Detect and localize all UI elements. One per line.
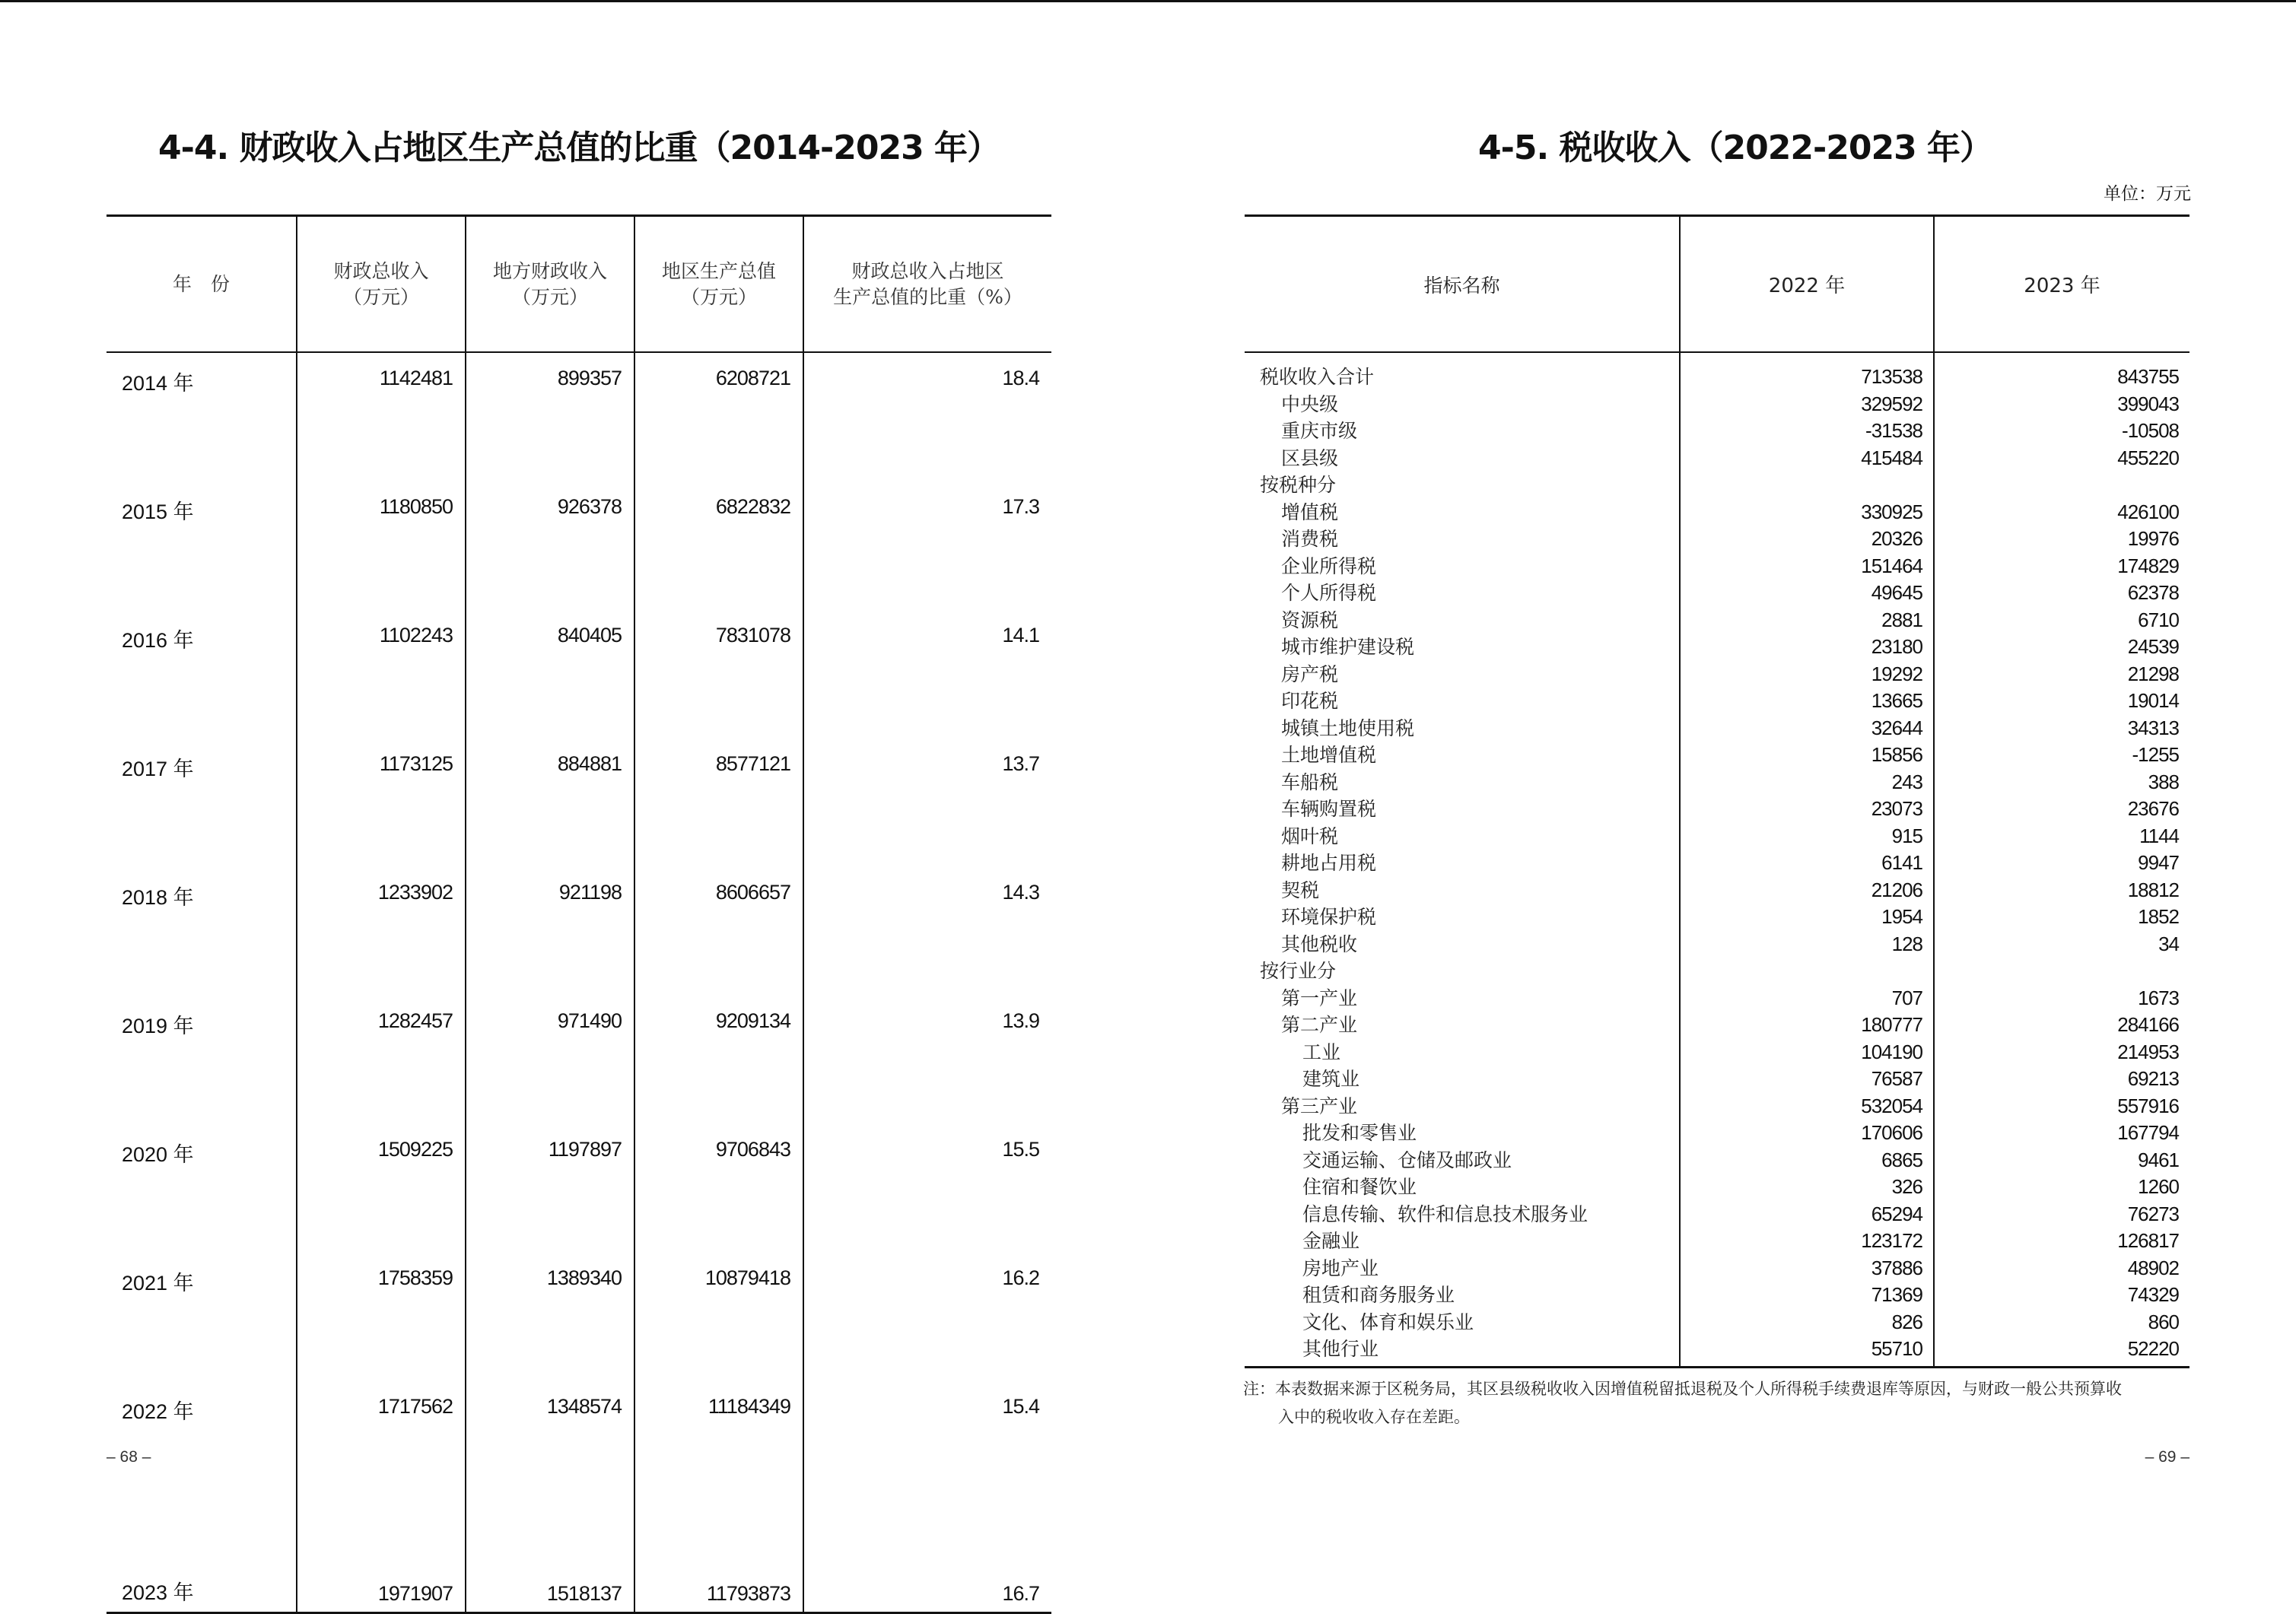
indicator-name-cell: 其他税收 [1281,932,1358,955]
value-2023-cell: 21298 [1934,661,2189,688]
value-2022-cell: 20326 [1680,526,1934,553]
value-2023-cell: -1255 [1934,742,2189,769]
table-row [1245,769,2189,796]
table-row [1245,1255,2189,1282]
table-row [1245,1336,2189,1367]
value-2022-cell: 23180 [1680,634,1934,661]
indicator-name-cell: 印花税 [1281,690,1339,712]
table-row [107,610,1051,739]
table-row [1245,985,2189,1012]
local-revenue-cell: 899357 [466,352,634,481]
gdp-cell: 6208721 [634,352,803,481]
indicator-name-cell: 车辆购置税 [1281,798,1377,820]
value-2023-cell: 24539 [1934,634,2189,661]
gdp-cell: 9209134 [634,996,803,1124]
top-border-line [0,0,2296,2]
indicator-name-cell: 建筑业 [1302,1068,1360,1090]
value-2023-cell: 388 [1934,769,2189,796]
value-2022-cell: 128 [1680,931,1934,958]
ratio-cell: 16.7 [803,1510,1051,1613]
value-2023-cell: 74329 [1934,1282,2189,1309]
total-revenue-cell: 1233902 [297,867,466,996]
value-2022-cell: 23073 [1680,796,1934,823]
header-2022: 2022 年 [1680,216,1934,353]
value-2022-cell: 32644 [1680,715,1934,742]
indicator-name-cell: 文化、体育和娱乐业 [1302,1311,1474,1333]
local-revenue-cell: 971490 [466,996,634,1124]
indicator-name-cell: 房产税 [1281,662,1339,685]
table-row [1245,661,2189,688]
indicator-name-cell: 契税 [1281,878,1320,901]
local-revenue-cell: 884881 [466,739,634,867]
value-2022-cell: 180777 [1680,1012,1934,1039]
table-row [1245,580,2189,607]
table-row [1245,823,2189,850]
table-row [107,867,1051,996]
value-2023-cell [1934,472,2189,499]
ratio-cell: 13.9 [803,996,1051,1124]
value-2023-cell: -10508 [1934,418,2189,445]
indicator-name-cell: 企业所得税 [1281,554,1377,577]
value-2022-cell: 37886 [1680,1255,1934,1282]
gdp-cell: 10879418 [634,1253,803,1381]
total-revenue-cell: 1282457 [297,996,466,1124]
table-row [107,1381,1051,1510]
fiscal-revenue-ratio-table [107,214,1051,1614]
indicator-name-cell: 资源税 [1281,608,1339,631]
table-row [1245,634,2189,661]
value-2022-cell: 329592 [1680,391,1934,418]
value-2023-cell: 9947 [1934,850,2189,877]
local-revenue-cell: 1389340 [466,1253,634,1381]
table-body [1245,352,2189,1367]
value-2022-cell: 123172 [1680,1228,1934,1255]
table-header-row [1245,216,2189,353]
value-2022-cell: 6141 [1680,850,1934,877]
value-2023-cell: 167794 [1934,1120,2189,1147]
value-2022-cell: 49645 [1680,580,1934,607]
table-row [1245,715,2189,742]
indicator-name-cell: 个人所得税 [1281,582,1377,604]
table-row [1245,958,2189,985]
local-revenue-cell: 926378 [466,481,634,610]
value-2023-cell: 9461 [1934,1147,2189,1174]
table-row [107,352,1051,481]
table-row [1245,877,2189,904]
ratio-cell: 15.4 [803,1381,1051,1510]
table-note [1243,1375,2194,1431]
value-2022-cell: 151464 [1680,553,1934,580]
value-2022-cell: 826 [1680,1309,1934,1336]
table-row [1245,472,2189,499]
header-year: 年 份 [107,216,297,353]
ratio-cell: 18.4 [803,352,1051,481]
header-total-revenue: 财政总收入 （万元） [297,216,466,353]
total-revenue-cell: 1102243 [297,610,466,739]
year-cell: 2018 年 [122,886,194,909]
page-number-left: – 68 – [107,1448,151,1466]
header-local-revenue: 地方财政收入 （万元） [466,216,634,353]
indicator-name-cell: 增值税 [1281,500,1339,523]
table-row [1245,742,2189,769]
indicator-name-cell: 工业 [1302,1041,1341,1063]
value-2023-cell: 126817 [1934,1228,2189,1255]
value-2023-cell: 1673 [1934,985,2189,1012]
table-4-5-title: 4-5. 税收收入（2022-2023 年） [1477,129,1993,167]
value-2022-cell: 713538 [1680,352,1934,391]
value-2022-cell: 65294 [1680,1201,1934,1228]
indicator-name-cell: 消费税 [1281,528,1339,550]
table-row [1245,1012,2189,1039]
year-cell: 2015 年 [122,500,194,523]
value-2023-cell: 426100 [1934,499,2189,526]
local-revenue-cell: 1348574 [466,1381,634,1510]
table-row [1245,445,2189,472]
year-cell: 2016 年 [122,629,194,652]
table-row [1245,1093,2189,1120]
indicator-name-cell: 租赁和商务服务业 [1302,1284,1455,1306]
indicator-name-cell: 重庆市级 [1281,420,1358,442]
table-row [1245,1309,2189,1336]
table-body [107,352,1051,1613]
note-line-2: 入中的税收收入存在差距。 [1278,1408,1470,1426]
indicator-name-cell: 交通运输、仓储及邮政业 [1302,1149,1512,1171]
value-2023-cell: 18812 [1934,877,2189,904]
value-2023-cell: 174829 [1934,553,2189,580]
value-2022-cell: 243 [1680,769,1934,796]
total-revenue-cell: 1173125 [297,739,466,867]
indicator-name-cell: 信息传输、软件和信息技术服务业 [1302,1203,1588,1225]
ratio-cell: 16.2 [803,1253,1051,1381]
value-2022-cell: 13665 [1680,688,1934,715]
total-revenue-cell: 1717562 [297,1381,466,1510]
table-row [1245,850,2189,877]
gdp-cell: 11793873 [634,1510,803,1613]
ratio-cell: 15.5 [803,1124,1051,1253]
indicator-name-cell: 第一产业 [1281,987,1358,1009]
table-row [1245,1228,2189,1255]
table-row [1245,796,2189,823]
ratio-cell: 14.1 [803,610,1051,739]
indicator-name-cell: 其他行业 [1302,1338,1379,1360]
total-revenue-cell: 1180850 [297,481,466,610]
table-row [1245,418,2189,445]
total-revenue-cell: 1509225 [297,1124,466,1253]
total-revenue-cell: 1142481 [297,352,466,481]
value-2023-cell: 62378 [1934,580,2189,607]
indicator-name-cell: 烟叶税 [1281,824,1339,847]
value-2023-cell: 6710 [1934,607,2189,634]
indicator-name-cell: 住宿和餐饮业 [1302,1176,1417,1198]
value-2023-cell: 399043 [1934,391,2189,418]
value-2022-cell: 55710 [1680,1336,1934,1367]
value-2022-cell: 170606 [1680,1120,1934,1147]
value-2022-cell: 415484 [1680,445,1934,472]
header-indicator-name: 指标名称 [1245,216,1680,353]
value-2022-cell: 19292 [1680,661,1934,688]
table-row [107,996,1051,1124]
value-2023-cell: 23676 [1934,796,2189,823]
value-2023-cell [1934,958,2189,985]
local-revenue-cell: 921198 [466,867,634,996]
indicator-name-cell: 城市维护建设税 [1281,636,1415,658]
value-2022-cell: 330925 [1680,499,1934,526]
value-2022-cell: 532054 [1680,1093,1934,1120]
total-revenue-cell: 1971907 [297,1510,466,1613]
year-cell: 2021 年 [122,1272,194,1295]
table-row [1245,1282,2189,1309]
indicator-name-cell: 土地增值税 [1281,744,1377,766]
table-header-row [107,216,1051,353]
tax-revenue-table [1245,214,2189,1368]
value-2022-cell: 21206 [1680,877,1934,904]
year-cell: 2023 年 [122,1581,194,1604]
year-cell: 2017 年 [122,758,194,780]
page-number-right: – 69 – [2145,1448,2189,1466]
table-row [1245,1147,2189,1174]
table-row [1245,553,2189,580]
ratio-cell: 13.7 [803,739,1051,867]
value-2022-cell: 326 [1680,1174,1934,1201]
value-2022-cell: 104190 [1680,1039,1934,1066]
value-2022-cell: 15856 [1680,742,1934,769]
value-2023-cell: 455220 [1934,445,2189,472]
value-2023-cell: 69213 [1934,1066,2189,1093]
indicator-name-cell: 按税种分 [1260,474,1337,496]
value-2023-cell: 860 [1934,1309,2189,1336]
table-row [1245,1066,2189,1093]
value-2022-cell [1680,958,1934,985]
table-row [1245,1039,2189,1066]
table-row [1245,1174,2189,1201]
table-row [107,1253,1051,1381]
table-row [1245,688,2189,715]
value-2022-cell: -31538 [1680,418,1934,445]
indicator-name-cell: 环境保护税 [1281,906,1377,928]
value-2022-cell: 1954 [1680,904,1934,931]
table-row [1245,526,2189,553]
ratio-cell: 17.3 [803,481,1051,610]
table-row [107,1510,1051,1613]
total-revenue-cell: 1758359 [297,1253,466,1381]
table-row [1245,931,2189,958]
indicator-name-cell: 车船税 [1281,770,1339,793]
year-cell: 2020 年 [122,1143,194,1166]
table-row [1245,1201,2189,1228]
value-2023-cell: 76273 [1934,1201,2189,1228]
value-2023-cell: 19976 [1934,526,2189,553]
ratio-cell: 14.3 [803,867,1051,996]
value-2022-cell [1680,472,1934,499]
indicator-name-cell: 第二产业 [1281,1014,1358,1036]
table-row [1245,904,2189,931]
indicator-name-cell: 第三产业 [1281,1095,1358,1117]
value-2023-cell: 557916 [1934,1093,2189,1120]
indicator-name-cell: 耕地占用税 [1281,852,1377,874]
value-2022-cell: 707 [1680,985,1934,1012]
value-2023-cell: 843755 [1934,352,2189,391]
gdp-cell: 7831078 [634,610,803,739]
indicator-name-cell: 房地产业 [1302,1257,1379,1279]
table-row [1245,499,2189,526]
indicator-name-cell: 区县级 [1281,446,1339,469]
indicator-name-cell: 税收收入合计 [1260,366,1375,388]
indicator-name-cell: 按行业分 [1260,960,1337,982]
indicator-name-cell: 城镇土地使用税 [1281,716,1415,739]
table-row [1245,352,2189,391]
value-2022-cell: 76587 [1680,1066,1934,1093]
gdp-cell: 9706843 [634,1124,803,1253]
local-revenue-cell: 1518137 [466,1510,634,1613]
value-2022-cell: 915 [1680,823,1934,850]
gdp-cell: 8577121 [634,739,803,867]
value-2023-cell: 19014 [1934,688,2189,715]
value-2022-cell: 6865 [1680,1147,1934,1174]
header-ratio: 财政总收入占地区 生产总值的比重（%） [803,216,1051,353]
table-row [107,1124,1051,1253]
table-4-4-title: 4-4. 财政收入占地区生产总值的比重（2014-2023 年） [157,129,1000,167]
unit-label: 单位：万元 [2104,184,2191,204]
table-row [1245,391,2189,418]
year-cell: 2014 年 [122,372,194,395]
gdp-cell: 6822832 [634,481,803,610]
year-cell: 2022 年 [122,1400,194,1423]
value-2023-cell: 214953 [1934,1039,2189,1066]
gdp-cell: 11184349 [634,1381,803,1510]
table-row [107,481,1051,610]
note-line-1: 注：本表数据来源于区税务局，其区县级税收收入因增值税留抵退税及个人所得税手续费退库等原因，与财政一般公共预算收 [1243,1380,2122,1398]
indicator-name-cell: 批发和零售业 [1302,1122,1417,1144]
header-gdp: 地区生产总值 （万元） [634,216,803,353]
local-revenue-cell: 1197897 [466,1124,634,1253]
value-2023-cell: 1144 [1934,823,2189,850]
value-2023-cell: 34 [1934,931,2189,958]
table-row [1245,1120,2189,1147]
header-2023: 2023 年 [1934,216,2189,353]
gdp-cell: 8606657 [634,867,803,996]
value-2023-cell: 48902 [1934,1255,2189,1282]
value-2023-cell: 52220 [1934,1336,2189,1367]
indicator-name-cell: 金融业 [1302,1230,1360,1252]
value-2023-cell: 34313 [1934,715,2189,742]
value-2023-cell: 284166 [1934,1012,2189,1039]
table-row [1245,607,2189,634]
value-2022-cell: 71369 [1680,1282,1934,1309]
value-2022-cell: 2881 [1680,607,1934,634]
value-2023-cell: 1260 [1934,1174,2189,1201]
value-2023-cell: 1852 [1934,904,2189,931]
year-cell: 2019 年 [122,1015,194,1037]
local-revenue-cell: 840405 [466,610,634,739]
table-row [107,739,1051,867]
indicator-name-cell: 中央级 [1281,392,1339,415]
